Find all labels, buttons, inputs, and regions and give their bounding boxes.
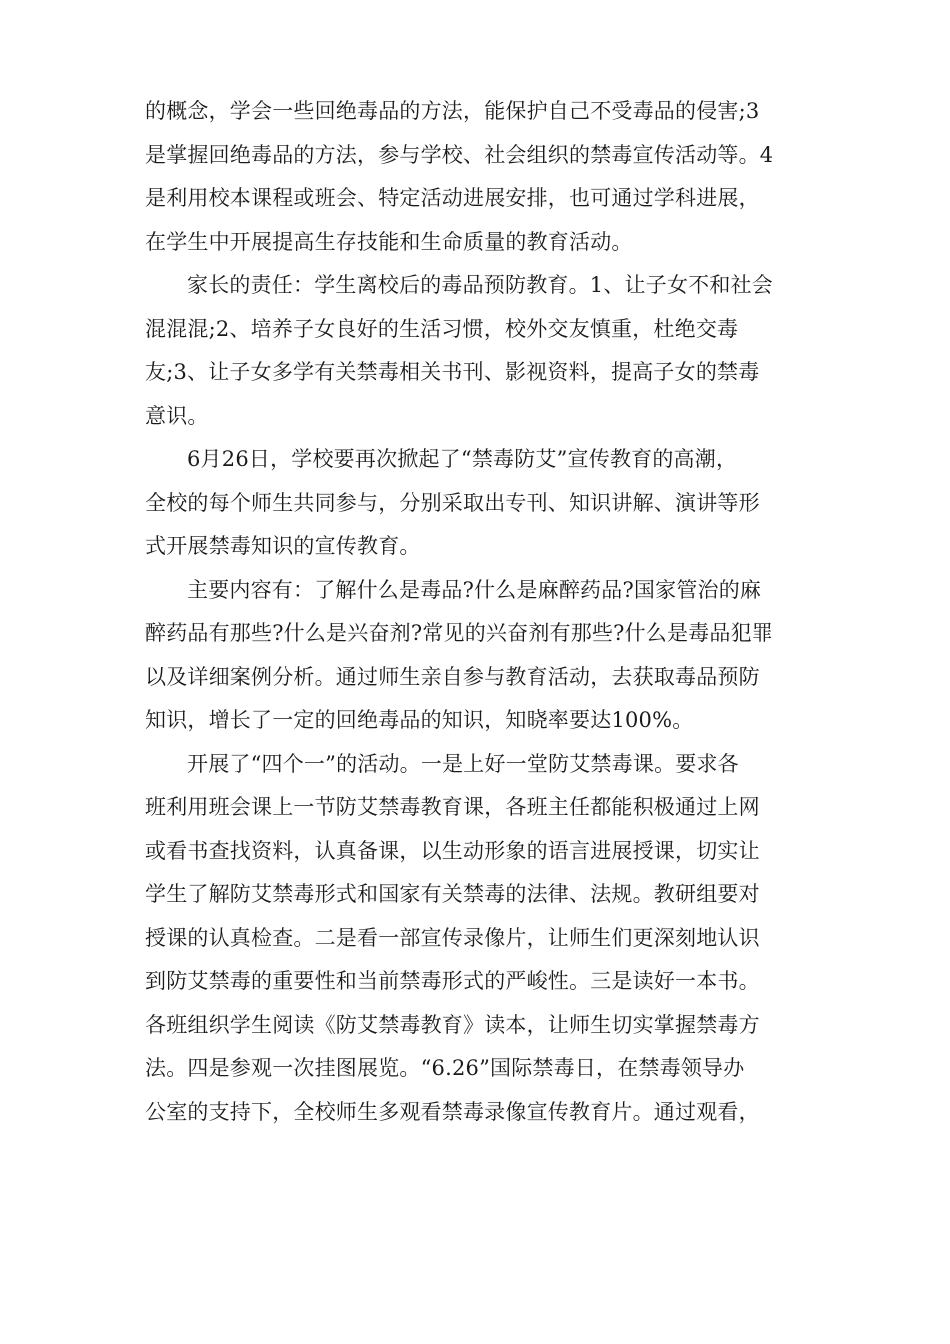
text-line: 家长的责任：学生离校后的毒品预防教育。1、让子女不和社会 xyxy=(187,273,773,297)
text-line: 开展了“四个一”的活动。一是上好一堂防艾禁毒课。要求各 xyxy=(187,751,739,776)
text-line: 友;3、让子女多学有关禁毒相关书刊、影视资料，提高子女的禁毒 xyxy=(145,360,760,384)
text-line: 各班组织学生阅读《防艾禁毒教育》读本，让师生切实掌握禁毒方 xyxy=(145,1012,760,1037)
text-line: 在学生中开展提高生存技能和生命质量的教育活动。 xyxy=(145,229,633,254)
text-line: 知识，增长了一定的回绝毒品的知识，知晓率要达100%。 xyxy=(145,708,694,732)
text-line: 意识。 xyxy=(145,403,209,428)
paragraph-4 xyxy=(145,569,810,743)
text-line: 授课的认真检查。二是看一部宣传录像片，让师生们更深刻地认识 xyxy=(145,925,760,950)
text-line: 的概念，学会一些回绝毒品的方法，能保护自己不受毒品的侵害;3 xyxy=(145,99,760,123)
document-body xyxy=(145,90,810,1134)
text-line: 式开展禁毒知识的宣传教育。 xyxy=(145,534,421,558)
text-line: 法。四是参观一次挂图展览。“6.26”国际禁毒日，在禁毒领导办 xyxy=(145,1056,745,1080)
text-line: 6月26日，学校要再次掀起了“禁毒防艾”宣传教育的高潮， xyxy=(187,447,738,471)
paragraph-2 xyxy=(145,264,810,438)
paragraph-3 xyxy=(145,438,810,569)
text-line: 主要内容有：了解什么是毒品?什么是麻醉药品?国家管治的麻 xyxy=(187,577,762,602)
text-line: 学生了解防艾禁毒形式和国家有关禁毒的法律、法规。教研组要对 xyxy=(145,882,760,906)
text-line: 混混混;2、培养子女良好的生活习惯，校外交友慎重，杜绝交毒 xyxy=(145,316,739,341)
paragraph-5 xyxy=(145,743,810,1135)
text-line: 班利用班会课上一节防艾禁毒教育课，各班主任都能积极通过上网 xyxy=(145,795,760,819)
text-line: 全校的每个师生共同参与，分别采取出专刊、知识讲解、演讲等形 xyxy=(145,490,760,515)
text-line: 到防艾禁毒的重要性和当前禁毒形式的严峻性。三是读好一本书。 xyxy=(145,969,760,993)
text-line: 或看书查找资料，认真备课，以生动形象的语言进展授课，切实让 xyxy=(145,838,760,863)
text-line: 醉药品有那些?什么是兴奋剂?常见的兴奋剂有那些?什么是毒品犯罪 xyxy=(145,621,773,645)
text-line: 公室的支持下，全校师生多观看禁毒录像宣传教育片。通过观看， xyxy=(145,1099,760,1124)
text-line: 是利用校本课程或班会、特定活动进展安排，也可通过学科进展， xyxy=(145,186,760,210)
text-line: 是掌握回绝毒品的方法，参与学校、社会组织的禁毒宣传活动等。4 xyxy=(145,142,774,167)
paragraph-1 xyxy=(145,90,810,264)
text-line: 以及详细案例分析。通过师生亲自参与教育活动，去获取毒品预防 xyxy=(145,664,760,689)
